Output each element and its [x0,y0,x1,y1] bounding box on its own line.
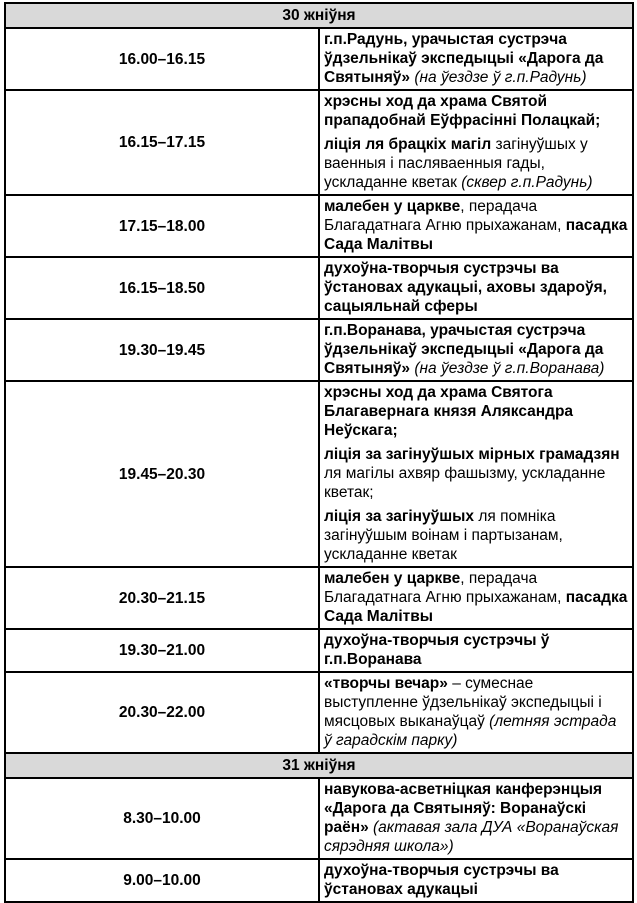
event-detail: ля магілы ахвяр фашызму, ускладанне кветак; [324,465,606,501]
event-detail: загінуўшых у ваенныя і пасляваенныя гады, ускладанне кветак [324,136,588,191]
schedule-row [5,672,633,753]
schedule-row [5,567,633,629]
day-header-row [5,3,633,28]
event-location: (летняя эстрада ў гарадскім парку) [324,713,617,749]
event-item [324,383,628,440]
event-cell [319,319,633,381]
event-cell [319,629,633,672]
schedule-row [5,28,633,90]
event-item [324,674,628,750]
time-cell: 16.15–17.15 [5,90,319,195]
event-item [324,507,628,564]
time-cell: 9.00–10.00 [5,859,319,902]
schedule-row [5,319,633,381]
schedule-body [5,3,633,902]
event-title: хрэсны ход да храма Святой прападобнай Еўфрасінні Полацкай; [324,93,601,129]
event-item [324,321,628,378]
schedule-table [4,2,634,903]
event-item [324,569,628,626]
event-title: малебен у царкве [324,570,461,587]
event-detail: , перадача Благадатнага Агню прыхажанам, [324,198,566,234]
time-cell: 8.30–10.00 [5,778,319,859]
event-cell [319,859,633,902]
event-detail: , перадача Благадатнага Агню прыхажанам, [324,570,566,606]
schedule-row [5,195,633,257]
event-item [324,30,628,87]
schedule-row [5,257,633,319]
time-cell: 16.15–18.50 [5,257,319,319]
time-cell: 19.30–19.45 [5,319,319,381]
time-cell: 20.30–21.15 [5,567,319,629]
time-cell: 20.30–22.00 [5,672,319,753]
event-title: пасадка Сада Малітвы [324,589,628,625]
event-location: (актавая зала ДУА «Воранаўская сярэдняя школа») [324,819,619,855]
event-title: «творчы вечар» [324,675,448,692]
time-cell: 16.00–16.15 [5,28,319,90]
event-location: (сквер г.п.Радунь) [461,174,593,191]
day-header: 31 жніўня [5,753,633,778]
event-title: духоўна-творчыя сустрэчы ва ўстановах адукацыі, аховы здароўя, сацыяльнай сферы [324,260,607,315]
event-item [324,197,628,254]
event-location: (на ўездзе ў г.п.Воранава) [414,360,605,377]
event-title: духоўна-творчыя сустрэчы ў г.п.Воранава [324,632,550,668]
event-title: духоўна-творчыя сустрэчы ва ўстановах адукацыі [324,862,559,898]
event-cell [319,90,633,195]
event-item [324,631,628,669]
time-cell: 17.15–18.00 [5,195,319,257]
event-title: г.п.Воранава, урачыстая сустрэча ўдзельнікаў экспедыцыі «Дарога да Святыняў» [324,322,604,377]
event-cell [319,778,633,859]
day-header-row [5,753,633,778]
event-item [324,259,628,316]
time-cell: 19.30–21.00 [5,629,319,672]
event-title: ліція за загінуўшых мірных грамадзян [324,446,620,463]
event-cell [319,381,633,567]
schedule-row [5,859,633,902]
day-header: 30 жніўня [5,3,633,28]
event-cell [319,672,633,753]
event-item [324,135,628,192]
event-item [324,445,628,502]
event-title: малебен у царкве [324,198,461,215]
event-detail: ля помніка загінуўшым воінам і партызанам, ускладанне кветак [324,508,563,563]
event-title: навукова-асветніцкая канферэнцыя «Дарога да Святыняў: Воранаўскі раён» [324,781,603,836]
schedule-row [5,381,633,567]
event-location: (на ўездзе ў г.п.Радунь) [414,69,587,86]
schedule-row [5,629,633,672]
event-item [324,861,628,899]
event-detail: – сумеснае выступленне ўдзельнікаў экспедыцыі і мясцовых выканаўцаў [324,675,602,730]
event-cell [319,257,633,319]
schedule-row [5,778,633,859]
event-title: пасадка Сада Малітвы [324,217,628,253]
event-item [324,780,628,856]
event-cell [319,28,633,90]
time-cell: 19.45–20.30 [5,381,319,567]
schedule-row [5,90,633,195]
event-item [324,92,628,130]
event-cell [319,195,633,257]
event-title: хрэсны ход да храма Святога Благавернага князя Аляксандра Неўскага; [324,384,574,439]
event-title: ліція за загінуўшых [324,508,475,525]
event-cell [319,567,633,629]
event-title: ліція ля брацкіх магіл [324,136,492,153]
event-title: г.п.Радунь, урачыстая сустрэча ўдзельнікаў экспедыцыі «Дарога да Святыняў» [324,31,604,86]
